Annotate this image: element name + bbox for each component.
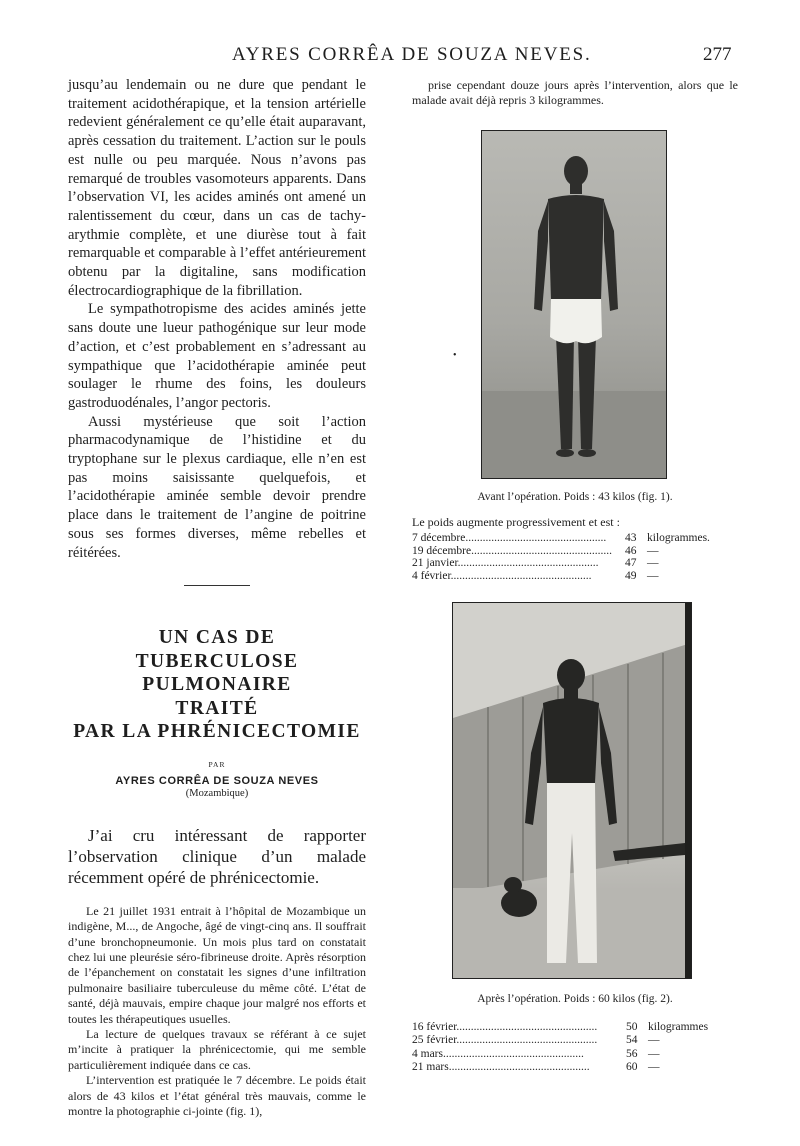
right-column [412, 78, 738, 1074]
stray-mark: • [453, 350, 457, 361]
weight-row [412, 545, 738, 558]
weight-unit: — [647, 570, 659, 583]
weight-row [412, 1021, 738, 1034]
weight-unit: — [648, 1060, 660, 1073]
article-author: AYRES CORRÊA DE SOUZA NEVES [115, 774, 319, 787]
case-paragraph-2: La lecture de quelques travaux se référant à ce sujet m’incite à pratiquer la phrénicectomie, qui me semble particulièrement indiquée dans ce cas. [68, 1027, 366, 1072]
figure-1-illustration [482, 131, 666, 478]
weight-value: 50 [626, 1021, 638, 1033]
weight-row [412, 1034, 738, 1047]
weight-value: 43 [625, 531, 637, 544]
left-column [68, 76, 366, 1119]
section-divider [184, 585, 250, 586]
weight-unit: — [648, 1034, 660, 1047]
weight-unit: kilogrammes [648, 1021, 709, 1033]
weight-list-1 [412, 532, 738, 583]
author-affiliation: (Mozambique) [185, 787, 249, 799]
weight-list-2 [412, 1021, 738, 1074]
weight-date: 21 janvier................................................. [412, 557, 599, 570]
article-title-line: PAR LA PHRÉNICECTOMIE [73, 721, 361, 743]
weight-row [412, 1048, 738, 1061]
article-title-line: TRAITÉ [175, 697, 259, 719]
article-title [68, 626, 366, 744]
weight-intro: Le poids augmente progressivement et est : [412, 514, 620, 529]
article-title-line: UN CAS DE [158, 627, 276, 649]
figure-2-caption: Après l’opération. Poids : 60 kilos (fig. 2). [477, 993, 673, 1005]
weight-value: 46 [625, 544, 637, 557]
weight-value: 49 [625, 570, 637, 583]
lead-paragraph: J’ai cru intéressant de rapporter l’observation clinique d’un malade récemment opéré de phrénicectomie. [68, 825, 366, 887]
running-head: AYRES CORRÊA DE SOUZA NEVES. [232, 44, 592, 65]
weight-unit: kilogrammes. [647, 531, 710, 544]
weight-date: 16 février................................................. [412, 1021, 598, 1033]
figure-1-caption: Avant l’opération. Poids : 43 kilos (fig. 1). [477, 490, 673, 503]
weight-date: 25 février................................................. [412, 1034, 598, 1047]
body-paragraph-3: Aussi mystérieuse que soit l’action pharmacodynamique de l’histidine et du tryptophane sur le plexus cardiaque, elle n’en est pas moins saisissante quelquefois, et l’acidothérapie aminée semble devoir prendre place dans le traitement de l’angine de poitrine sous ses formes diverses, même rebelles et réitérées. [68, 413, 366, 561]
weight-row [412, 557, 738, 570]
weight-unit: — [647, 544, 659, 557]
case-paragraph-1: Le 21 juillet 1931 entrait à l’hôpital de Mozambique un indigène, M..., de Angoche, âgé de vingt-cinq ans. Il souffrait d’une bronchopneumonie. Un mois plus tard on constatait chez lui une pleurésie séro-fibrineuse droite. Après résorption de l’épanchement on constatait les signes d’une infiltration pulmonaire basiliaire tuberculeuse du même côté. L’état de santé, déjà mauvais, empire chaque jour malgré nos efforts et toutes les thérapeutiques usuelles. [68, 903, 366, 1026]
weight-date: 4 mars................................................. [412, 1047, 584, 1060]
case-report-text [68, 904, 366, 1120]
weight-date: 21 mars................................................. [412, 1060, 590, 1073]
byline-par: PAR [208, 759, 226, 769]
weight-row [412, 532, 738, 545]
body-paragraph-2: Le sympathotropisme des acides aminés jette sans doute une lueur pathogénique sur leur mode d’action, et c’est probablement en s’adressant au sympathique que l’acidothérapie aminée peut soulager le rhume des foins, les douleurs gastroduodénales, l’angor pectoris. [68, 301, 366, 411]
figure-2-illustration [453, 603, 691, 978]
case-paragraph-3: L’intervention est pratiquée le 7 décembre. Le poids était alors de 43 kilos et l’état général très mauvais, comme le montre la photographie ci-jointe (fig. 1), [68, 1073, 366, 1119]
body-paragraph-1: jusqu’au lendemain ou ne dure que pendant le traitement acidothérapique, et la tension artérielle redevient généralement ce qu’elle était auparavant, après cessation du traitement. L’action sur le pouls est nulle ou peu marquée. Nous n’avons pas remarqué de troubles vasomoteurs apparents. Dans l’observation VI, les acides aminés ont amené un ralentissement du cœur, dans un cas de tachy-arythmie complète, et une diurèse tout à fait remarquable et comparable à l’effet antérieurement obtenu par la digitaline, sans modification électrocardiographique de la fibrillation. [68, 77, 366, 299]
weight-date: 19 décembre................................................. [412, 544, 612, 557]
weight-row [412, 1061, 738, 1074]
weight-unit: — [648, 1047, 660, 1060]
weight-date: 7 décembre................................................. [412, 531, 607, 544]
weight-value: 47 [625, 557, 637, 570]
article-title-line: TUBERCULOSE PULMONAIRE [135, 650, 299, 696]
weight-value: 54 [626, 1034, 638, 1047]
weight-unit: — [647, 557, 659, 570]
weight-row [412, 570, 738, 583]
weight-value: 60 [626, 1060, 638, 1073]
page-number: 277 [703, 44, 732, 65]
continued-text: prise cependant douze jours après l’intervention, alors que le malade avait déjà repris 3 kilogrammes. [412, 78, 738, 108]
weight-value: 56 [626, 1047, 638, 1060]
figure-2-photo [452, 602, 692, 979]
weight-date: 4 février................................................. [412, 570, 592, 583]
figure-1-photo [481, 130, 667, 479]
